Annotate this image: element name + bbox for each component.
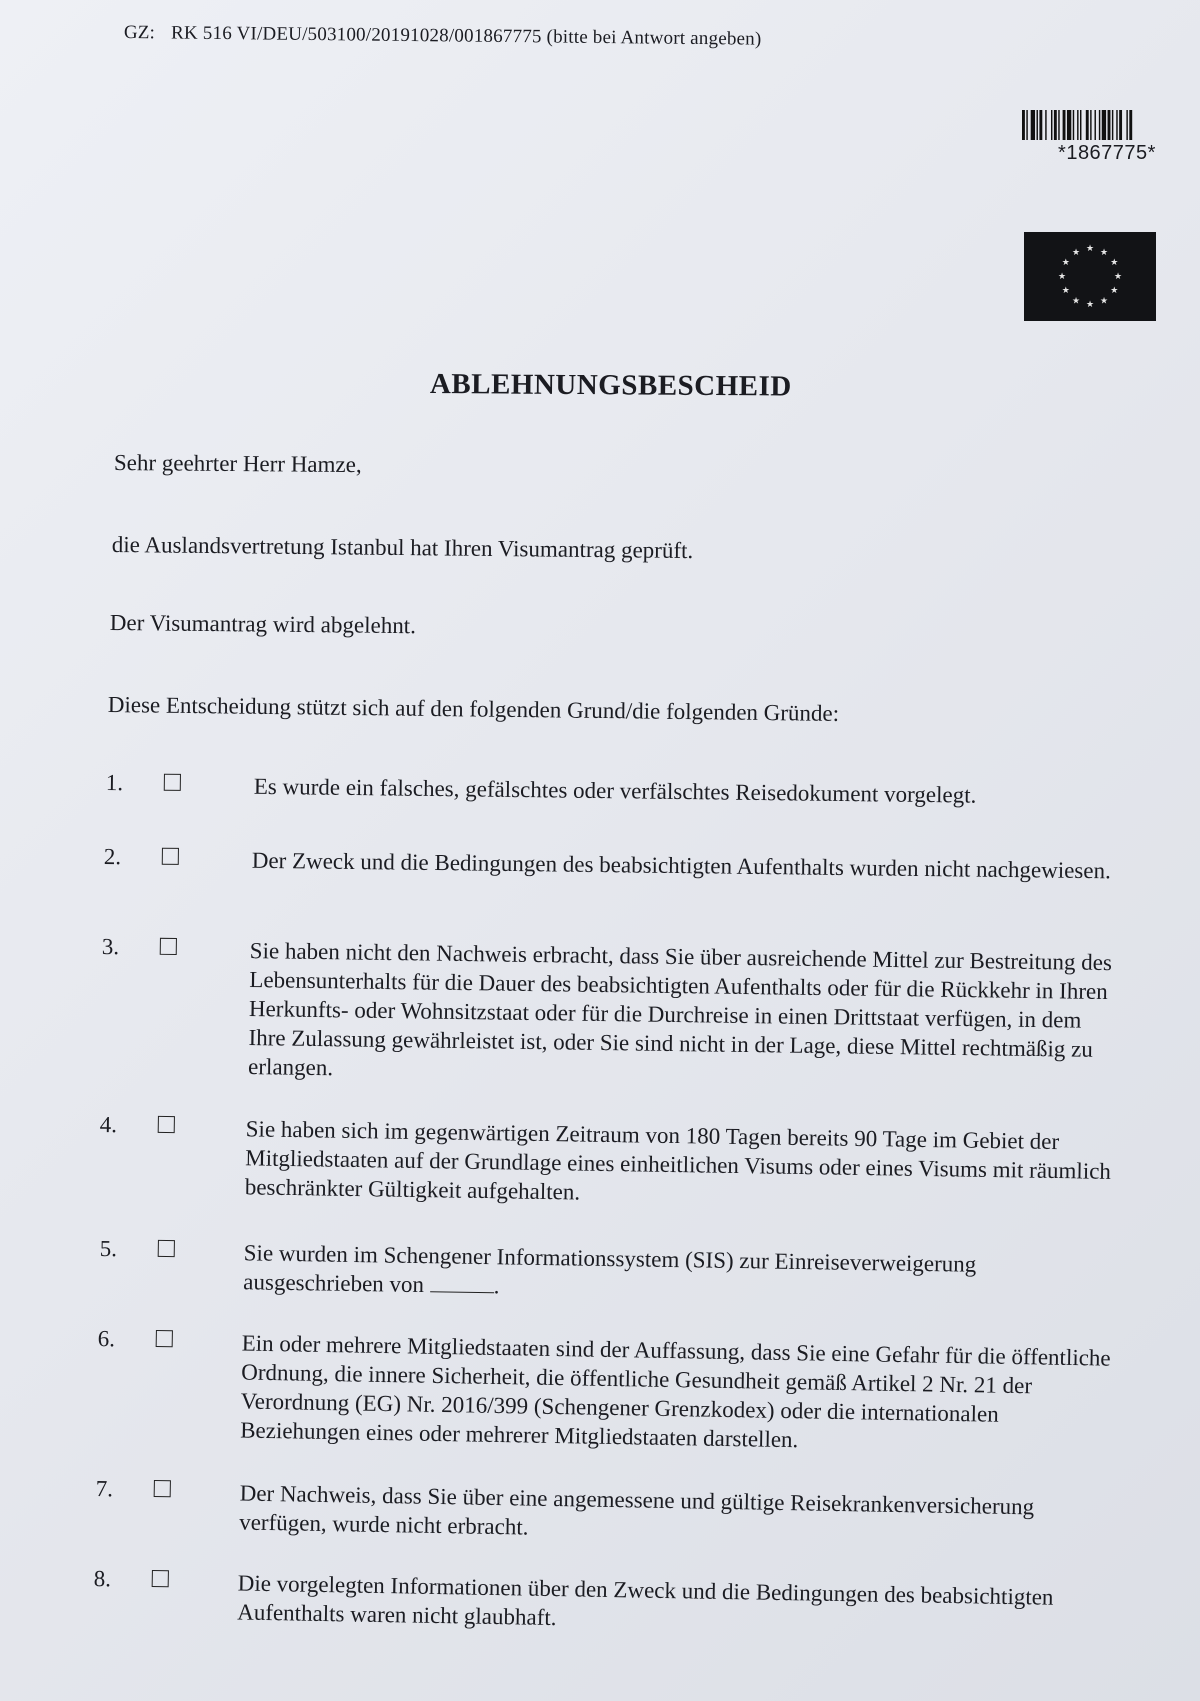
document-title: ABLEHNUNGSBESCHEID xyxy=(429,368,792,403)
svg-text:★: ★ xyxy=(1099,247,1109,258)
reference-number: RK 516 VI/DEU/503100/20191028/001867775 (bitte bei Antwort angeben) xyxy=(170,22,762,50)
reason-item xyxy=(95,1476,1106,1540)
reason-item xyxy=(93,1566,1104,1631)
reasons-intro: Diese Entscheidung stützt sich auf den folgenden Grund/die folgenden Gründe: xyxy=(107,692,840,726)
reason-checkbox[interactable] xyxy=(158,1240,175,1257)
intro-text: die Auslandsvertretung Istanbul hat Ihren Visumantrag geprüft. xyxy=(111,532,694,564)
reason-item xyxy=(101,934,1113,1081)
reason-number: 5. xyxy=(99,1236,118,1262)
svg-text:★: ★ xyxy=(1110,286,1119,296)
reason-text: Sie haben nicht den Nachweis erbracht, dass Sie über ausreichende Mittel zur Bestreitung des Lebensunterhalts für die Dauer des beabsichtigten Aufenthalts oder für die Rückkehr in Ihren Herkunfts- oder Wohnsitzstaat oder für die Durchreise in einen Drittstaat verfügen, in dem Ihre Zulassung gewährleistet ist, oder Sie sind nicht in der Lage, diese Mittel rechtmäßig zu erlangen. xyxy=(247,938,1113,1081)
svg-text:★: ★ xyxy=(1085,244,1095,254)
svg-text:★: ★ xyxy=(1085,300,1095,310)
salutation: Sehr geehrter Herr Hamze, xyxy=(113,450,362,478)
svg-text:★: ★ xyxy=(1061,286,1070,296)
reason-text: Es wurde ein falsches, gefälschtes oder verfälschtes Reisedokument vorgelegt. xyxy=(253,773,977,808)
reason-text xyxy=(243,1238,1114,1310)
reason-text: Der Zweck und die Bedingungen des beabsichtigten Aufenthalts wurden nicht nachgewiesen. xyxy=(251,847,1111,884)
reason-item xyxy=(105,770,1116,808)
barcode-number: *1867775* xyxy=(1058,142,1156,164)
reason-number: 6. xyxy=(97,1326,116,1352)
reason-number: 8. xyxy=(93,1566,112,1592)
svg-text:★: ★ xyxy=(1099,296,1109,307)
reason-item xyxy=(99,1112,1112,1205)
reason-number: 4. xyxy=(99,1112,118,1138)
reason-number: 3. xyxy=(101,934,120,960)
reason-checkbox[interactable] xyxy=(156,1330,173,1347)
reason-number: 7. xyxy=(95,1476,114,1502)
reference-line xyxy=(124,22,762,51)
svg-text:★: ★ xyxy=(1113,272,1123,282)
svg-text:★: ★ xyxy=(1057,272,1067,282)
reason-item xyxy=(103,844,1114,884)
reason-item xyxy=(99,1236,1110,1299)
reason-item xyxy=(97,1326,1111,1453)
reason-text-main: Sie wurden im Schengener Informationssystem (SIS) zur Einreiseverweigerung ausgeschrieben von xyxy=(243,1240,977,1298)
reason-checkbox[interactable] xyxy=(158,1116,175,1133)
svg-text:★: ★ xyxy=(1071,296,1081,307)
reason-text: Die vorgelegten Informationen über den Zweck und die Bedingungen des beabsichtigten Aufenthalts waren nicht glaubhaft. xyxy=(237,1570,1054,1631)
reason-checkbox[interactable] xyxy=(152,1570,169,1587)
eu-flag-icon xyxy=(1024,232,1156,321)
reason-checkbox[interactable] xyxy=(162,848,179,865)
reason-text: Ein oder mehrere Mitgliedstaaten sind der Auffassung, dass Sie eine Gefahr für die öffentliche Ordnung, die innere Sicherheit, die öffentliche Gesundheit gemäß Artikel 2 Nr. 21 der Verordnung (EG) Nr. 2016/399 (Schengener Grenzkodex) oder die internationalen Beziehungen eines oder mehrerer Mitgliedstaaten darstellen. xyxy=(239,1330,1111,1453)
reason-text: Der Nachweis, dass Sie über eine angemessene und gültige Reisekrankenversicherung verfügen, wurde nicht erbracht. xyxy=(239,1480,1035,1540)
barcode-icon xyxy=(1022,110,1192,140)
reason-checkbox[interactable] xyxy=(160,938,177,955)
reason-text: Sie haben sich im gegenwärtigen Zeitraum von 180 Tagen bereits 90 Tage im Gebiet der Mitgliedstaaten auf der Grundlage eines einheitlichen Visums oder eines Visums mit räumlich beschränkter Gültigkeit aufgehalten. xyxy=(244,1116,1112,1205)
svg-text:★: ★ xyxy=(1110,258,1119,268)
blank-line xyxy=(430,1271,494,1293)
reason-text-suffix: . xyxy=(493,1273,500,1299)
reason-number: 2. xyxy=(103,844,122,870)
decision-text: Der Visumantrag wird abgelehnt. xyxy=(109,610,417,639)
reason-number: 1. xyxy=(105,770,124,796)
svg-text:★: ★ xyxy=(1061,258,1070,268)
reason-checkbox[interactable] xyxy=(154,1480,171,1497)
reason-checkbox[interactable] xyxy=(164,774,181,791)
eu-stars-icon xyxy=(1024,232,1156,321)
reference-label: GZ: xyxy=(123,22,156,44)
barcode-block xyxy=(1022,110,1192,165)
svg-text:★: ★ xyxy=(1071,247,1081,258)
